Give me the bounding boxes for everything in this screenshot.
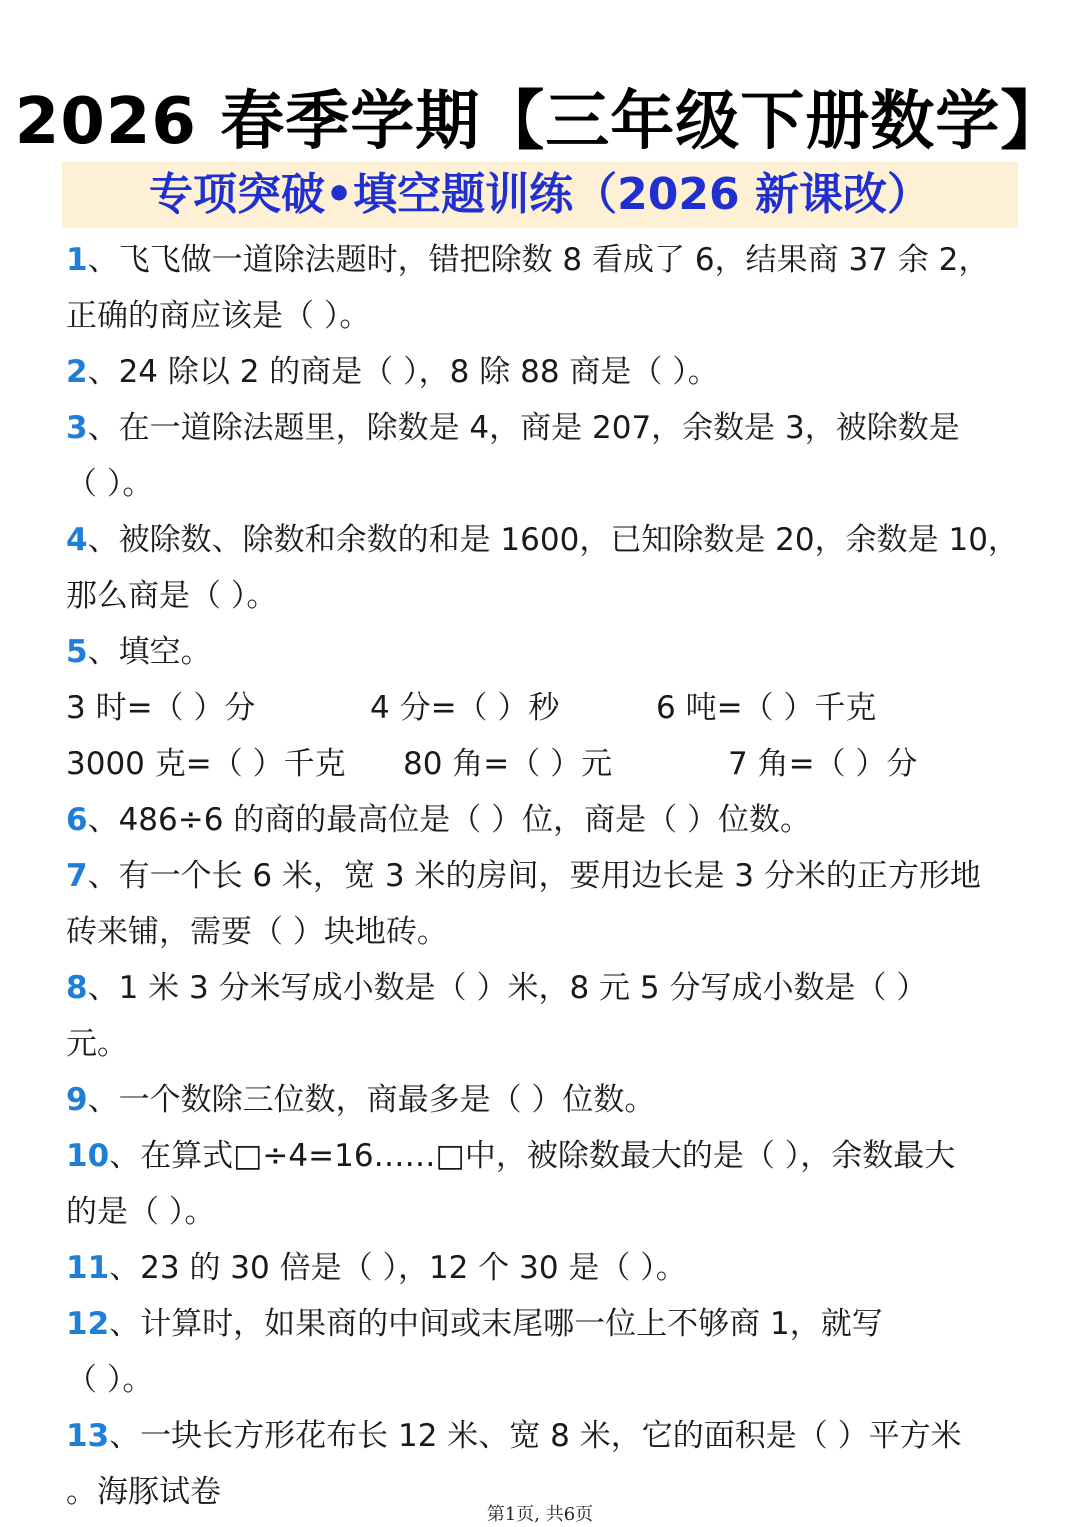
question-7-line-2 xyxy=(66,904,1018,960)
question-number: 10 xyxy=(66,1138,110,1174)
question-text: 、24 除以 2 的商是（ ），8 除 88 商是（ ）。 xyxy=(87,354,719,390)
question-4-line-2 xyxy=(66,568,1018,624)
question-text: 正确的商应该是（ ）。 xyxy=(66,298,371,334)
question-10-line-2 xyxy=(66,1184,1018,1240)
page-footer: 第1页, 共6页 xyxy=(486,1504,594,1525)
page-title: 2026 春季学期【三年级下册数学】 xyxy=(14,85,1066,159)
question-12-line-1 xyxy=(66,1296,1018,1352)
question-11-line-1 xyxy=(66,1240,1018,1296)
question-6-line-1 xyxy=(66,792,1018,848)
question-5-line-1 xyxy=(66,624,1018,680)
page-subtitle: 专项突破•填空题训练（2026 新课改） xyxy=(149,169,931,220)
question-text: 的是（ ）。 xyxy=(66,1194,216,1230)
question-number: 8 xyxy=(66,970,88,1006)
unit-conversion-item: 3 时=（ ）分 xyxy=(66,690,256,726)
question-text: 、1 米 3 分米写成小数是（ ）米，8 元 5 分写成小数是（ ） xyxy=(87,970,928,1006)
question-1-line-1 xyxy=(66,232,1018,288)
question-text: 、一块长方形花布长 12 米、宽 8 米，它的面积是（ ）平方米 xyxy=(109,1418,962,1454)
question-1-line-2 xyxy=(66,288,1018,344)
question-text: 、被除数、除数和余数的和是 1600，已知除数是 20，余数是 10， xyxy=(87,522,1019,558)
question-number: 4 xyxy=(66,522,88,558)
question-9-line-1 xyxy=(66,1072,1018,1128)
question-number: 2 xyxy=(66,354,88,390)
question-text: 、一个数除三位数，商最多是（ ）位数。 xyxy=(87,1082,656,1118)
question-number: 3 xyxy=(66,410,88,446)
question-number: 12 xyxy=(66,1306,110,1342)
question-text: 、486÷6 的商的最高位是（ ）位，商是（ ）位数。 xyxy=(87,802,812,838)
question-text: 、有一个长 6 米，宽 3 米的房间，要用边长是 3 分米的正方形地 xyxy=(87,858,981,894)
unit-conversion-row-1 xyxy=(66,680,1018,736)
question-7-line-1 xyxy=(66,848,1018,904)
question-text: 、23 的 30 倍是（ ），12 个 30 是（ ）。 xyxy=(109,1250,687,1286)
unit-conversion-item: 80 角=（ ）元 xyxy=(403,746,613,782)
question-text: 、填空。 xyxy=(87,634,212,670)
question-8-line-1 xyxy=(66,960,1018,1016)
unit-conversion-item: 7 角=（ ）分 xyxy=(728,746,918,782)
question-number: 1 xyxy=(66,242,88,278)
question-text: 砖来铺，需要（ ）块地砖。 xyxy=(66,914,448,950)
question-list xyxy=(66,232,1018,1520)
question-text: 元。 xyxy=(66,1026,128,1062)
question-10-line-1 xyxy=(66,1128,1018,1184)
question-12-line-2 xyxy=(66,1352,1018,1408)
question-3-line-2 xyxy=(66,456,1018,512)
question-8-line-2 xyxy=(66,1016,1018,1072)
question-number: 13 xyxy=(66,1418,110,1454)
question-13-line-1 xyxy=(66,1408,1018,1464)
question-text: 、飞飞做一道除法题时，错把除数 8 看成了 6，结果商 37 余 2， xyxy=(87,242,990,278)
question-3-line-1 xyxy=(66,400,1018,456)
question-number: 9 xyxy=(66,1082,88,1118)
question-number: 7 xyxy=(66,858,88,894)
question-text: 、在一道除法题里，除数是 4，商是 207，余数是 3，被除数是 xyxy=(87,410,960,446)
question-number: 11 xyxy=(66,1250,110,1286)
question-text: 。海豚试卷 xyxy=(66,1474,221,1510)
question-number: 5 xyxy=(66,634,88,670)
unit-conversion-item: 4 分=（ ）秒 xyxy=(370,690,560,726)
unit-conversion-item: 6 吨=（ ）千克 xyxy=(656,690,877,726)
question-number: 6 xyxy=(66,802,88,838)
question-text: 那么商是（ ）。 xyxy=(66,578,278,614)
question-text: 、在算式□÷4=16……□中，被除数最大的是（ ），余数最大 xyxy=(109,1138,956,1174)
question-text: （ ）。 xyxy=(66,1362,154,1398)
unit-conversion-row-2 xyxy=(66,736,1018,792)
question-2-line-1 xyxy=(66,344,1018,400)
question-4-line-1 xyxy=(66,512,1018,568)
question-text: 、计算时，如果商的中间或末尾哪一位上不够商 1，就写 xyxy=(109,1306,883,1342)
question-text: （ ）。 xyxy=(66,466,154,502)
unit-conversion-item: 3000 克=（ ）千克 xyxy=(66,746,346,782)
